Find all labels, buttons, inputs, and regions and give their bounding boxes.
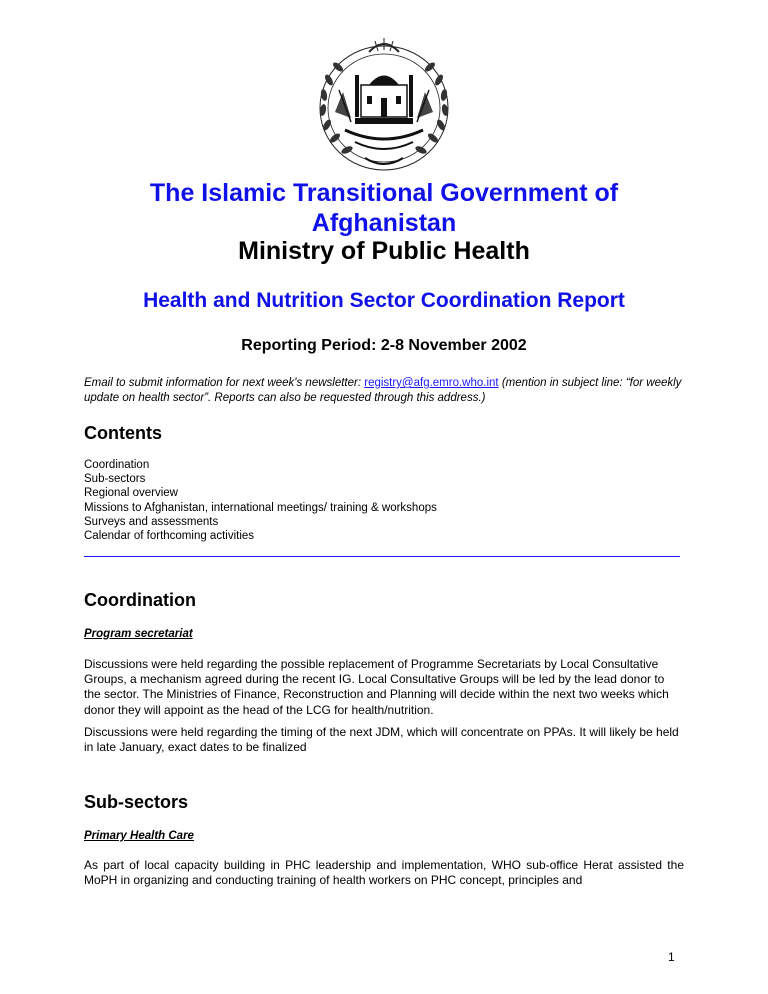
subsectors-paragraph-1: As part of local capacity building in PHC leadership and implementation, WHO sub-office Herat assisted the MoPH in organizing and conducting training of health workers on PHC concept, principles and [84, 858, 684, 888]
registry-email-link[interactable]: registry@afg.emro.who.int [364, 377, 499, 389]
primary-health-care-subheading: Primary Health Care [84, 830, 194, 842]
report-title: Health and Nutrition Sector Coordination Report [143, 289, 625, 312]
government-title-line2: Afghanistan [311, 209, 457, 237]
contents-item-coordination: Coordination [84, 459, 150, 471]
section-divider [84, 556, 680, 557]
page-number: 1 [668, 950, 675, 964]
contents-item-missions: Missions to Afghanistan, international meetings/ training & workshops [84, 501, 437, 514]
coordination-paragraph-2: Discussions were held regarding the timing of the next JDM, which will concentrate on PPAs. It will likely be held in late January, exact dates to be finalized [84, 725, 679, 755]
email-note-prefix: Email to submit information for next week's newsletter: [84, 377, 365, 389]
coordination-heading: Coordination [84, 590, 196, 610]
coordination-paragraph-1: Discussions were held regarding the possible replacement of Programme Secretariats by Local Consultative Groups, a mechanism agreed during the recent IG. Local Consultative Groups will be led by the lead donor to the sector. The Ministries of Finance, Reconstruction and Planning will decide within the next two weeks which donor they will appoint as the head of the LCG for health/nutrition. [84, 657, 669, 717]
email-submission-note [84, 376, 684, 406]
email-note-suffix: (mention in subject line: “for weekly update on health sector”. Reports can also be requested through this address.) [84, 377, 682, 404]
subsectors-heading: Sub-sectors [84, 792, 189, 812]
contents-list [84, 458, 437, 543]
reporting-period: Reporting Period: 2-8 November 2002 [241, 337, 527, 354]
government-title-line1: The Islamic Transitional Government of [149, 179, 619, 207]
national-emblem-icon [305, 30, 463, 180]
contents-item-regional-overview: Regional overview [84, 487, 178, 500]
contents-item-surveys: Surveys and assessments [84, 515, 219, 528]
program-secretariat-subheading: Program secretariat [84, 628, 193, 640]
contents-item-calendar: Calendar of forthcoming activities [84, 530, 255, 543]
contents-item-subsectors: Sub-sectors [84, 473, 146, 486]
ministry-title: Ministry of Public Health [238, 237, 530, 265]
contents-heading: Contents [84, 423, 162, 443]
